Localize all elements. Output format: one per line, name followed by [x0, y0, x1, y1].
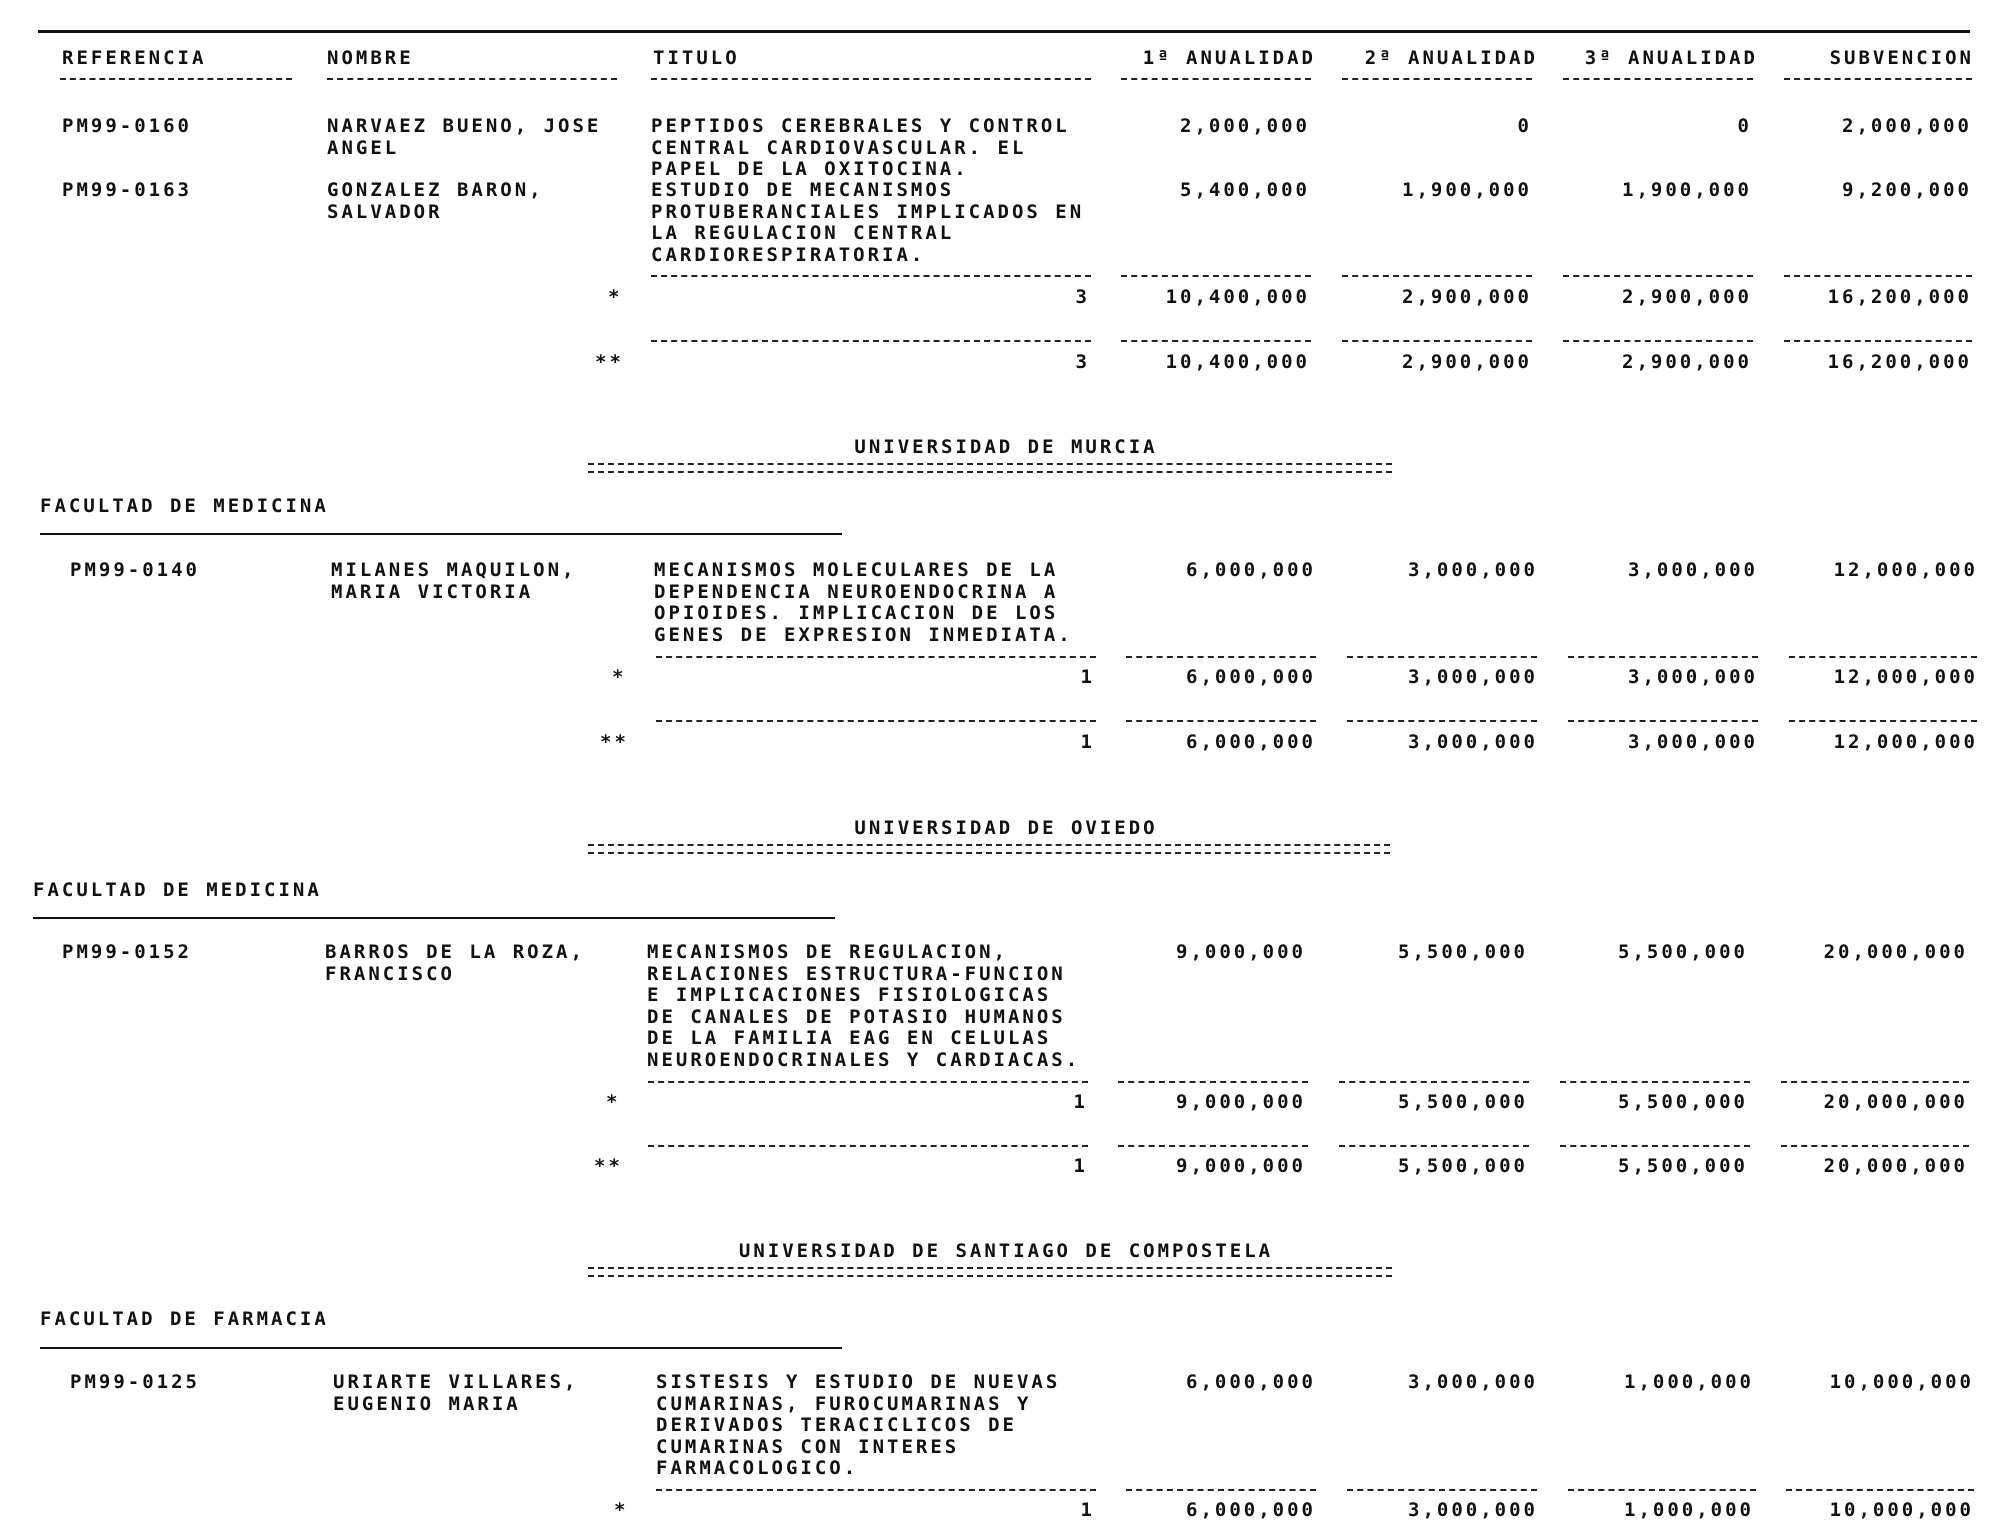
subtotal-rule [1121, 275, 1311, 277]
row-titulo: MECANISMOS DE REGULACION, RELACIONES ESTRUCTURA-FUNCION E IMPLICACIONES FISIOLOGICAS DE CANALES DE POTASIO HUMANOS DE LA FAMILIA EAG EN CELULAS NEUROENDOCRINALES Y CARDIACAS. [647, 941, 1081, 1071]
subtotal-mark: * [612, 666, 627, 688]
total-rule [648, 1145, 1088, 1147]
subtotal-rule [1568, 1489, 1756, 1491]
total-mark: ** [595, 351, 624, 373]
total-rule [1784, 340, 1972, 342]
total-anual2: 5,500,000 [1398, 1155, 1528, 1177]
total-anual2: 3,000,000 [1408, 731, 1538, 753]
subtotal-rule [1342, 275, 1532, 277]
subtotal-mark: * [606, 1091, 621, 1113]
row-subvencion: 10,000,000 [1829, 1371, 1974, 1393]
total-rule [1342, 340, 1532, 342]
row-nombre: MILANES MAQUILON, MARIA VICTORIA [331, 559, 577, 603]
subtotal-count: 3 [1075, 286, 1090, 308]
university-underline [588, 463, 1392, 473]
university-underline [588, 844, 1390, 854]
total-rule [1560, 1145, 1750, 1147]
header-subvencion: SUBVENCION [1829, 47, 1974, 69]
faculty-heading: FACULTAD DE MEDICINA [33, 879, 322, 901]
total-rule [651, 340, 1091, 342]
subtotal-count: 1 [1080, 666, 1095, 688]
subtotal-rule [1347, 1489, 1537, 1491]
total-rule [1121, 340, 1311, 342]
subtotal-rule [1126, 656, 1316, 658]
row-referencia: PM99-0125 [70, 1371, 200, 1393]
total-rule [1118, 1145, 1308, 1147]
row-subvencion: 20,000,000 [1823, 941, 1968, 963]
row-anual3: 0 [1737, 115, 1752, 137]
subtotal-rule [1563, 275, 1753, 277]
total-rule [1563, 340, 1753, 342]
row-anual1: 6,000,000 [1186, 559, 1316, 581]
subtotal-anual3: 3,000,000 [1628, 666, 1758, 688]
subtotal-rule [1784, 275, 1972, 277]
subtotal-mark: * [608, 286, 623, 308]
header-underline [651, 78, 1091, 80]
total-mark: ** [600, 731, 629, 753]
total-count: 1 [1080, 731, 1095, 753]
row-nombre: NARVAEZ BUENO, JOSE ANGEL [327, 115, 602, 159]
subtotal-anual2: 3,000,000 [1408, 666, 1538, 688]
header-anual1: 1ª ANUALIDAD [1142, 47, 1316, 69]
total-subvencion: 16,200,000 [1827, 351, 1972, 373]
subtotal-count: 1 [1073, 1091, 1088, 1113]
row-nombre: GONZALEZ BARON, SALVADOR [327, 179, 544, 223]
row-anual2: 3,000,000 [1408, 1371, 1538, 1393]
faculty-rule [40, 533, 842, 535]
row-subvencion: 9,200,000 [1842, 179, 1972, 201]
subtotal-anual3: 1,000,000 [1624, 1499, 1754, 1521]
row-anual1: 6,000,000 [1186, 1371, 1316, 1393]
subtotal-rule [1126, 1489, 1316, 1491]
row-anual3: 3,000,000 [1628, 559, 1758, 581]
subtotal-rule [1789, 656, 1977, 658]
subtotal-rule [1781, 1081, 1969, 1083]
header-referencia: REFERENCIA [62, 47, 207, 69]
row-subvencion: 12,000,000 [1833, 559, 1978, 581]
total-anual1: 6,000,000 [1186, 731, 1316, 753]
subtotal-anual3: 2,900,000 [1622, 286, 1752, 308]
row-subvencion: 2,000,000 [1842, 115, 1972, 137]
row-anual2: 1,900,000 [1402, 179, 1532, 201]
subtotal-rule [1339, 1081, 1529, 1083]
total-anual3: 5,500,000 [1618, 1155, 1748, 1177]
total-subvencion: 12,000,000 [1833, 731, 1978, 753]
subtotal-anual1: 6,000,000 [1186, 1499, 1316, 1521]
subtotal-subvencion: 16,200,000 [1827, 286, 1972, 308]
faculty-heading: FACULTAD DE FARMACIA [40, 1308, 329, 1330]
subtotal-anual2: 3,000,000 [1408, 1499, 1538, 1521]
row-anual1: 5,400,000 [1180, 179, 1310, 201]
header-titulo: TITULO [653, 47, 740, 69]
total-subvencion: 20,000,000 [1823, 1155, 1968, 1177]
row-anual3: 5,500,000 [1618, 941, 1748, 963]
subtotal-anual2: 5,500,000 [1398, 1091, 1528, 1113]
total-anual2: 2,900,000 [1402, 351, 1532, 373]
row-referencia: PM99-0140 [70, 559, 200, 581]
subtotal-rule [1568, 656, 1758, 658]
total-rule [656, 720, 1096, 722]
header-underline [1784, 78, 1972, 80]
subtotal-rule [648, 1081, 1088, 1083]
row-anual2: 5,500,000 [1398, 941, 1528, 963]
header-underline [1121, 78, 1311, 80]
total-rule [1789, 720, 1977, 722]
total-anual3: 2,900,000 [1622, 351, 1752, 373]
total-rule [1568, 720, 1758, 722]
header-underline [60, 78, 292, 80]
total-anual3: 3,000,000 [1628, 731, 1758, 753]
faculty-rule [33, 917, 835, 919]
top-rule [38, 30, 1970, 33]
subtotal-anual3: 5,500,000 [1618, 1091, 1748, 1113]
header-underline [1563, 78, 1753, 80]
total-rule [1347, 720, 1537, 722]
subtotal-subvencion: 12,000,000 [1833, 666, 1978, 688]
subtotal-rule [1118, 1081, 1308, 1083]
total-rule [1126, 720, 1316, 722]
subtotal-anual1: 6,000,000 [1186, 666, 1316, 688]
total-mark: ** [594, 1155, 623, 1177]
total-anual1: 10,400,000 [1165, 351, 1310, 373]
total-rule [1781, 1145, 1969, 1147]
row-referencia: PM99-0152 [62, 941, 192, 963]
row-referencia: PM99-0160 [62, 115, 192, 137]
subtotal-rule [656, 1489, 1096, 1491]
subtotal-rule [656, 656, 1096, 658]
total-anual1: 9,000,000 [1176, 1155, 1306, 1177]
row-nombre: URIARTE VILLARES, EUGENIO MARIA [333, 1371, 579, 1415]
row-titulo: SISTESIS Y ESTUDIO DE NUEVAS CUMARINAS, FUROCUMARINAS Y DERIVADOS TERACICLICOS DE CUMARINAS CON INTERES FARMACOLOGICO. [656, 1371, 1061, 1479]
university-heading: UNIVERSIDAD DE OVIEDO [854, 817, 1158, 839]
header-anual3: 3ª ANUALIDAD [1584, 47, 1758, 69]
subtotal-rule [1786, 1489, 1974, 1491]
row-anual1: 9,000,000 [1176, 941, 1306, 963]
subtotal-subvencion: 20,000,000 [1823, 1091, 1968, 1113]
header-underline [1342, 78, 1532, 80]
university-heading: UNIVERSIDAD DE SANTIAGO DE COMPOSTELA [738, 1240, 1274, 1262]
faculty-heading: FACULTAD DE MEDICINA [40, 495, 329, 517]
subtotal-rule [1560, 1081, 1750, 1083]
row-titulo: MECANISMOS MOLECULARES DE LA DEPENDENCIA NEUROENDOCRINA A OPIOIDES. IMPLICACION DE LOS GENES DE EXPRESION INMEDIATA. [654, 559, 1073, 646]
subtotal-anual2: 2,900,000 [1402, 286, 1532, 308]
row-anual2: 0 [1517, 115, 1532, 137]
total-count: 3 [1075, 351, 1090, 373]
faculty-rule [40, 1347, 842, 1349]
total-count: 1 [1073, 1155, 1088, 1177]
subtotal-subvencion: 10,000,000 [1829, 1499, 1974, 1521]
header-anual2: 2ª ANUALIDAD [1364, 47, 1538, 69]
row-titulo: PEPTIDOS CEREBRALES Y CONTROL CENTRAL CARDIOVASCULAR. EL PAPEL DE LA OXITOCINA. [651, 115, 1070, 180]
total-rule [1339, 1145, 1529, 1147]
row-titulo: ESTUDIO DE MECANISMOS PROTUBERANCIALES IMPLICADOS EN LA REGULACION CENTRAL CARDIORESPIRATORIA. [651, 179, 1085, 266]
row-nombre: BARROS DE LA ROZA, FRANCISCO [325, 941, 585, 985]
header-nombre: NOMBRE [327, 47, 414, 69]
subtotal-anual1: 9,000,000 [1176, 1091, 1306, 1113]
university-underline [588, 1267, 1392, 1277]
subtotal-rule [651, 275, 1091, 277]
subtotal-rule [1347, 656, 1537, 658]
row-referencia: PM99-0163 [62, 179, 192, 201]
row-anual3: 1,000,000 [1624, 1371, 1754, 1393]
subtotal-anual1: 10,400,000 [1165, 286, 1310, 308]
subtotal-mark: * [614, 1499, 629, 1521]
subtotal-count: 1 [1080, 1499, 1095, 1521]
header-underline [327, 78, 617, 80]
row-anual2: 3,000,000 [1408, 559, 1538, 581]
row-anual3: 1,900,000 [1622, 179, 1752, 201]
university-heading: UNIVERSIDAD DE MURCIA [854, 436, 1158, 458]
row-anual1: 2,000,000 [1180, 115, 1310, 137]
